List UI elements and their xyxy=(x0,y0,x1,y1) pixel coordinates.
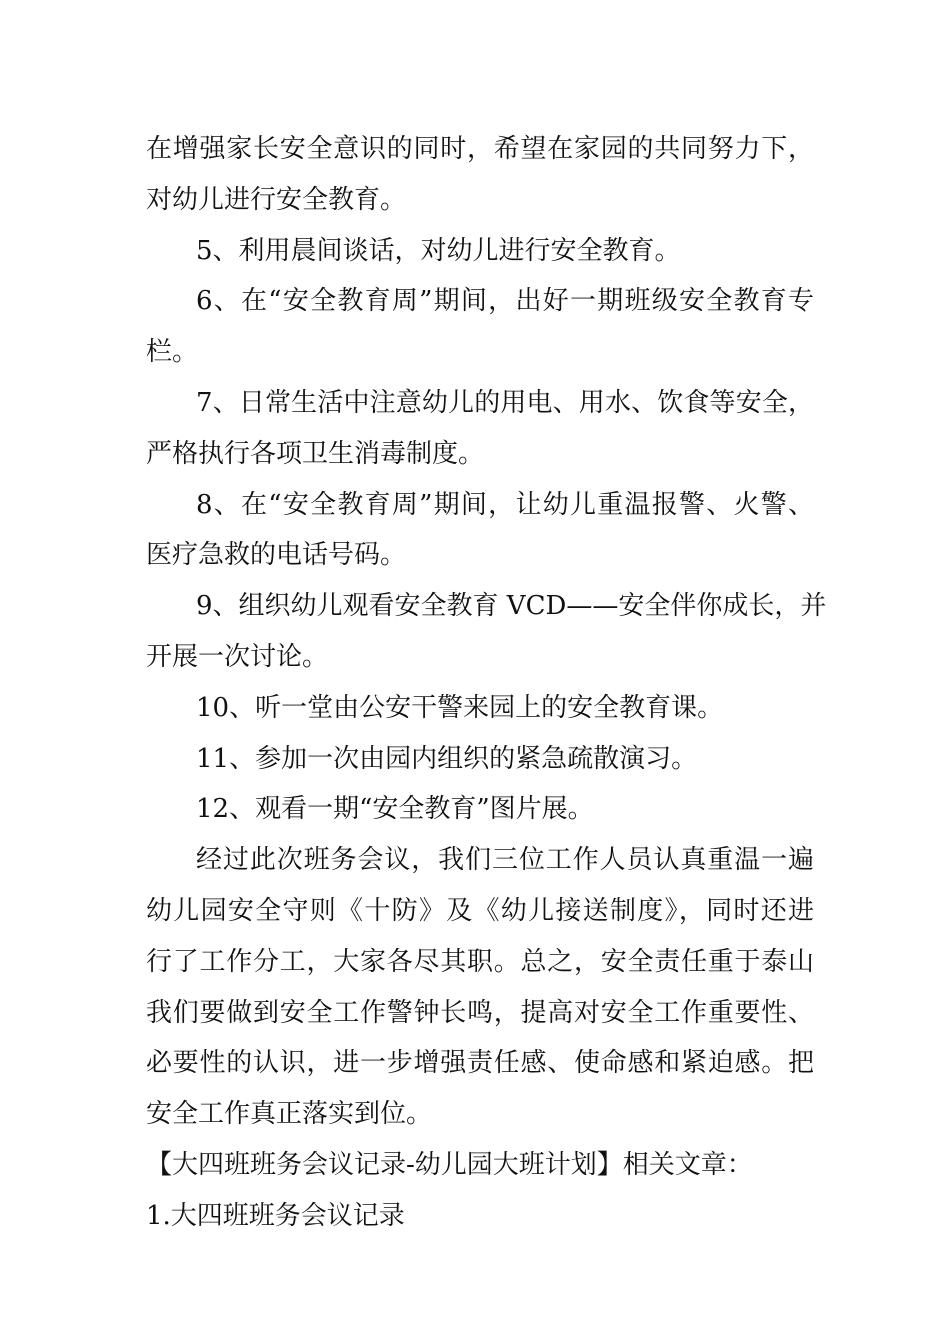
list-item-9: 9、组织幼儿观看安全教育 VCD——安全伴你成长，并 xyxy=(196,591,827,622)
summary-paragraph-line: 必要性的认识，进一步增强责任感、使命感和紧迫感。把 xyxy=(146,1048,814,1079)
list-item-6: 6、在“安全教育周”期间，出好一期班级安全教育专 xyxy=(196,286,814,317)
summary-paragraph-line: 我们要做到安全工作警钟长鸣，提高对安全工作重要性、 xyxy=(146,997,814,1028)
list-item-12: 12、观看一期“安全教育”图片展。 xyxy=(196,794,594,825)
related-articles-heading: 【大四班班务会议记录-幼儿园大班计划】相关文章： xyxy=(146,1149,753,1180)
text-line: 严格执行各项卫生消毒制度。 xyxy=(146,438,485,469)
text-line: 在增强家长安全意识的同时，希望在家园的共同努力下， xyxy=(146,134,814,164)
list-item-11: 11、参加一次由园内组织的紧急疏散演习。 xyxy=(196,743,698,774)
related-article-link[interactable]: 1.大四班班务会议记录 xyxy=(146,1200,405,1231)
text-line: 栏。 xyxy=(146,337,199,368)
list-item-8: 8、在“安全教育周”期间，让幼儿重温报警、火警、 xyxy=(196,489,814,520)
summary-paragraph-line: 行了工作分工，大家各尽其职。总之，安全责任重于泰山 xyxy=(146,946,814,977)
text-line: 医疗急救的电话号码。 xyxy=(146,540,407,571)
text-line: 开展一次讨论。 xyxy=(146,641,329,672)
summary-paragraph-line: 安全工作真正落实到位。 xyxy=(146,1099,433,1130)
text-line: 对幼儿进行安全教育。 xyxy=(146,184,407,215)
document-body xyxy=(146,124,827,1242)
list-item-10: 10、听一堂由公安干警来园上的安全教育课。 xyxy=(196,692,724,723)
summary-paragraph-line: 经过此次班务会议，我们三位工作人员认真重温一遍 xyxy=(196,845,814,876)
list-item-7: 7、日常生活中注意幼儿的用电、用水、饮食等安全， xyxy=(196,387,814,418)
list-item-5: 5、利用晨间谈话，对幼儿进行安全教育。 xyxy=(196,235,681,266)
summary-paragraph-line: 幼儿园安全守则《十防》及《幼儿接送制度》，同时还进 xyxy=(146,895,814,926)
